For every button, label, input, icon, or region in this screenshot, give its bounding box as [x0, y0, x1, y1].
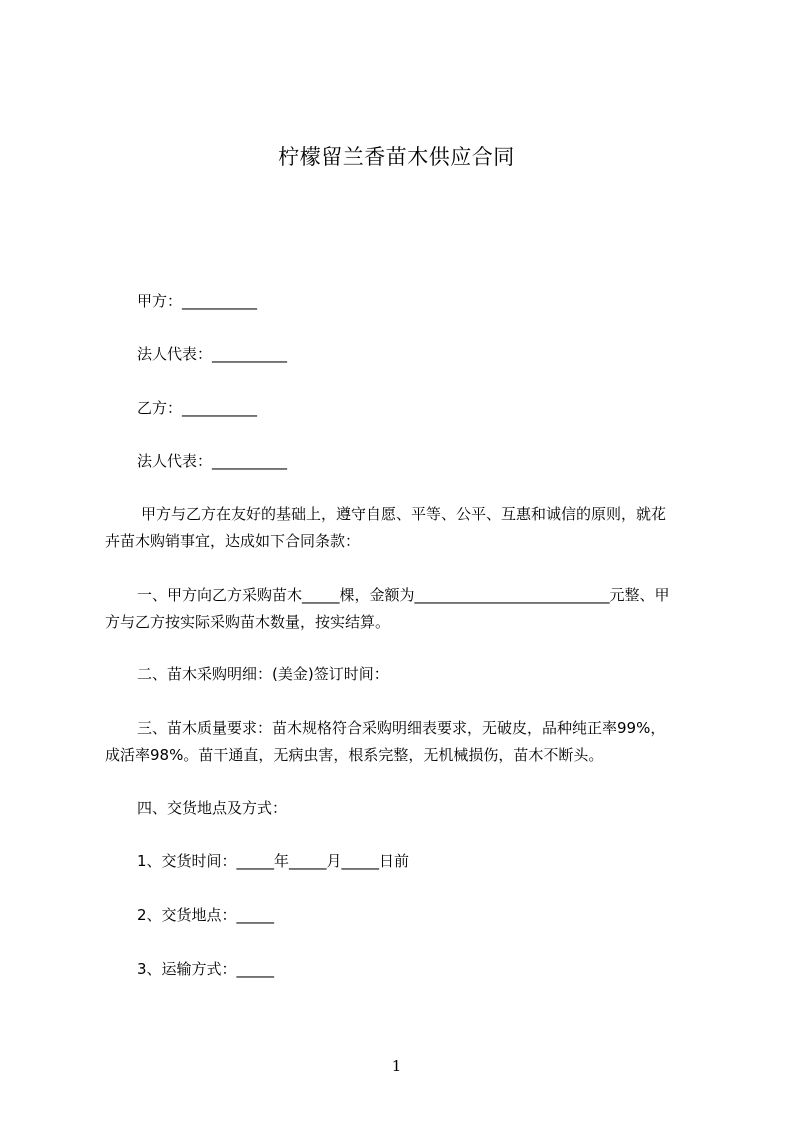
preamble-line-1: 甲方与乙方在友好的基础上，遵守自愿、平等、公平、互惠和诚信的原则，就花 [141, 505, 667, 523]
delivery-time-line: 1、交货时间：_____年_____月_____日前 [137, 852, 410, 870]
transport-method-line: 3、运输方式：_____ [137, 960, 275, 978]
party-a-legal-rep-line: 法人代表：__________ [137, 345, 288, 363]
document-title: 柠檬留兰香苗木供应合同 [278, 145, 515, 169]
clause-3-line-1: 三、苗木质量要求：苗木规格符合采购明细表要求，无破皮，品种纯正率99%， [137, 719, 666, 737]
clause-2-line: 二、苗木采购明细：(美金)签订时间： [137, 665, 389, 683]
clause-1-line-2: 方与乙方按实际采购苗木数量，按实结算。 [105, 613, 391, 631]
clause-1-line-1: 一、甲方向乙方采购苗木_____棵，金额为__________________________元整、甲 [137, 586, 670, 604]
party-b-line: 乙方：__________ [137, 399, 258, 417]
party-a-line: 甲方：__________ [137, 292, 258, 310]
delivery-place-line: 2、交货地点：_____ [137, 906, 275, 924]
party-b-legal-rep-line: 法人代表：__________ [137, 452, 288, 470]
preamble-line-2: 卉苗木购销事宜，达成如下合同条款： [105, 532, 361, 550]
clause-4-heading: 四、交货地点及方式： [137, 799, 288, 817]
clause-3-line-2: 成活率98%。苗干通直，无病虫害，根系完整，无机械损伤，苗木不断头。 [105, 746, 604, 764]
page-number: 1 [391, 1057, 402, 1075]
